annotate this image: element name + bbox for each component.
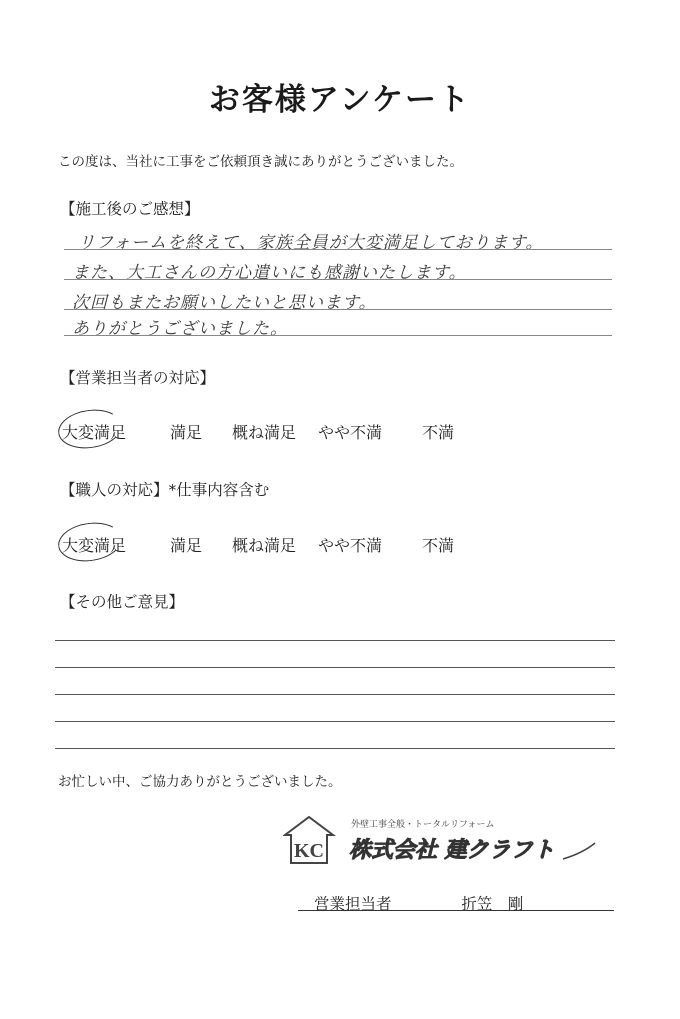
sales-option-very-satisfied[interactable]: 大変満足 bbox=[62, 420, 126, 443]
staff-underline bbox=[298, 910, 614, 911]
handwritten-line-2: また、大工さんの方心遣いにも感謝いたします。 bbox=[72, 263, 467, 283]
logo-tagline: 外壁工事全般・トータルリフォーム bbox=[351, 820, 495, 830]
impression-heading: 【施工後のご感想】 bbox=[60, 200, 200, 218]
writing-line bbox=[64, 249, 612, 250]
staff-label: 営業担当者 bbox=[314, 895, 392, 913]
craftsman-option-dissatisfied[interactable]: 不満 bbox=[422, 536, 455, 555]
opinion-line bbox=[55, 721, 615, 722]
craftsman-option-very-satisfied[interactable]: 大変満足 bbox=[62, 533, 126, 556]
other-opinions-heading: 【その他ご意見】 bbox=[60, 593, 185, 611]
page-title: お客様アンケート bbox=[208, 82, 472, 118]
craftsman-option-somewhat-dissatisfied[interactable]: やや不満 bbox=[318, 536, 383, 555]
staff-name: 折笠 剛 bbox=[461, 895, 524, 913]
craftsman-option-mostly-satisfied[interactable]: 概ね満足 bbox=[232, 536, 297, 555]
handwritten-line-4: ありがとうございました。 bbox=[72, 319, 288, 339]
company-logo bbox=[283, 813, 601, 865]
craftsman-option-satisfied[interactable]: 満足 bbox=[170, 536, 203, 555]
house-kc-icon bbox=[283, 813, 601, 865]
opinion-line bbox=[55, 640, 615, 641]
logo-mark: KC bbox=[294, 840, 324, 862]
selection-circle bbox=[56, 406, 125, 453]
sales-option-dissatisfied[interactable]: 不満 bbox=[422, 423, 455, 442]
sales-heading: 【営業担当者の対応】 bbox=[60, 369, 216, 387]
handwritten-line-3: 次回もまたお願いしたいと思います。 bbox=[72, 293, 377, 313]
selection-circle bbox=[56, 519, 125, 566]
opinion-line bbox=[55, 694, 615, 695]
handwritten-line-1: リフォームを終えて、家族全員が大変満足しております。 bbox=[78, 233, 544, 253]
intro-text: この度は、当社に工事をご依頼頂き誠にありがとうございました。 bbox=[58, 154, 463, 170]
craftsman-rating-options bbox=[62, 533, 502, 559]
sales-option-somewhat-dissatisfied[interactable]: やや不満 bbox=[318, 423, 383, 442]
writing-line bbox=[64, 335, 612, 336]
sales-option-mostly-satisfied[interactable]: 概ね満足 bbox=[232, 423, 297, 442]
opinion-line bbox=[55, 667, 615, 668]
closing-text: お忙しい中、ご協力ありがとうございました。 bbox=[58, 774, 342, 790]
logo-company-name: 株式会社 建クラフト bbox=[349, 838, 555, 863]
sales-rating-options bbox=[62, 420, 502, 446]
sales-option-satisfied[interactable]: 満足 bbox=[170, 423, 203, 442]
opinion-line bbox=[55, 748, 615, 749]
craftsman-heading: 【職人の対応】*仕事内容含む bbox=[60, 481, 270, 499]
writing-line bbox=[64, 309, 612, 310]
writing-line bbox=[64, 279, 612, 280]
